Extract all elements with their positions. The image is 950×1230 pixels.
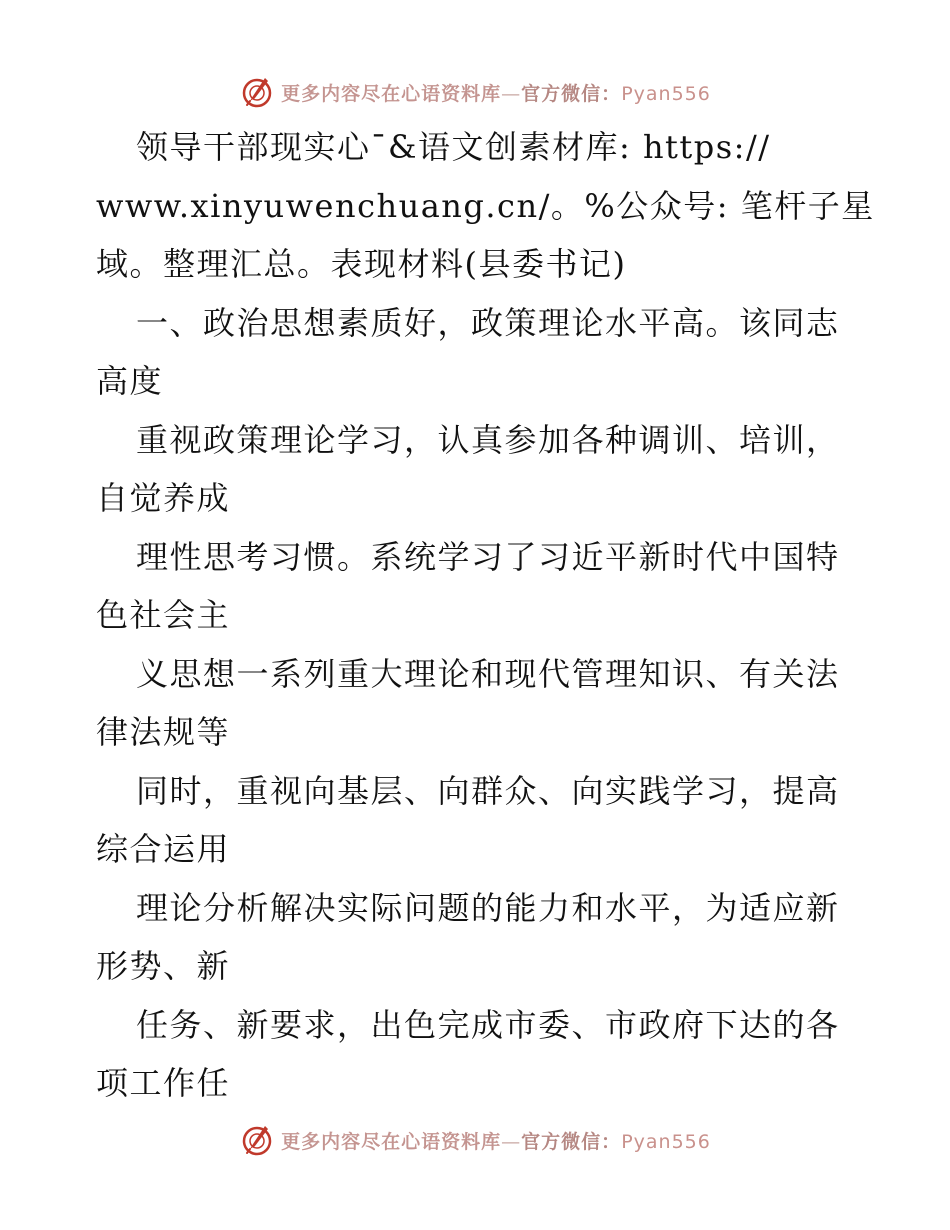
brush-logo-icon bbox=[239, 1122, 275, 1158]
text-line: 律法规等 bbox=[96, 713, 231, 751]
text-line: 一、政治思想素质好，政策理论水平高。该同志 bbox=[136, 303, 840, 342]
text-line: 任务、新要求，出色完成市委、市政府下达的各 bbox=[136, 1005, 840, 1044]
text-line: 重视政策理论学习，认真参加各种调训、培训， bbox=[136, 420, 840, 459]
banner-wechat-id: Pyan556 bbox=[621, 82, 711, 105]
banner-main-text: 更多内容尽在心语资料库 bbox=[281, 82, 502, 105]
text-line: 自觉养成 bbox=[96, 479, 231, 517]
text-line: 理论分析解决实际问题的能力和水平，为适应新 bbox=[136, 888, 840, 927]
banner-dash: — bbox=[501, 1130, 522, 1153]
text-line: 领导干部现实心¯&语文创素材库: https:// bbox=[136, 128, 771, 166]
banner-wechat-label: 官方微信： bbox=[521, 1130, 622, 1153]
text-line: 高度 bbox=[96, 362, 164, 400]
banner-wechat-id: Pyan556 bbox=[621, 1130, 711, 1153]
footer-banner bbox=[0, 1120, 950, 1160]
text-line: 域。整理汇总。表现材料(县委书记) bbox=[96, 245, 627, 283]
banner-main-text: 更多内容尽在心语资料库 bbox=[281, 1130, 502, 1153]
document-body bbox=[96, 118, 875, 1113]
text-line: 形势、新 bbox=[96, 947, 231, 985]
banner-dash: — bbox=[501, 82, 522, 105]
brush-logo-icon bbox=[239, 74, 275, 110]
banner-wechat-label: 官方微信： bbox=[521, 82, 622, 105]
text-line: 义思想一系列重大理论和现代管理知识、有关法 bbox=[136, 654, 840, 693]
header-banner bbox=[0, 72, 950, 112]
text-line: 色社会主 bbox=[96, 596, 231, 634]
text-line: 理性思考习惯。系统学习了习近平新时代中国特 bbox=[136, 537, 840, 576]
text-line: 同时，重视向基层、向群众、向实践学习，提高 bbox=[136, 771, 840, 810]
text-line: 综合运用 bbox=[96, 830, 231, 868]
text-line: 项工作任 bbox=[96, 1064, 231, 1102]
text-line: www.xinyuwenchuang.cn/。%公众号: 笔杆子星 bbox=[96, 186, 875, 225]
